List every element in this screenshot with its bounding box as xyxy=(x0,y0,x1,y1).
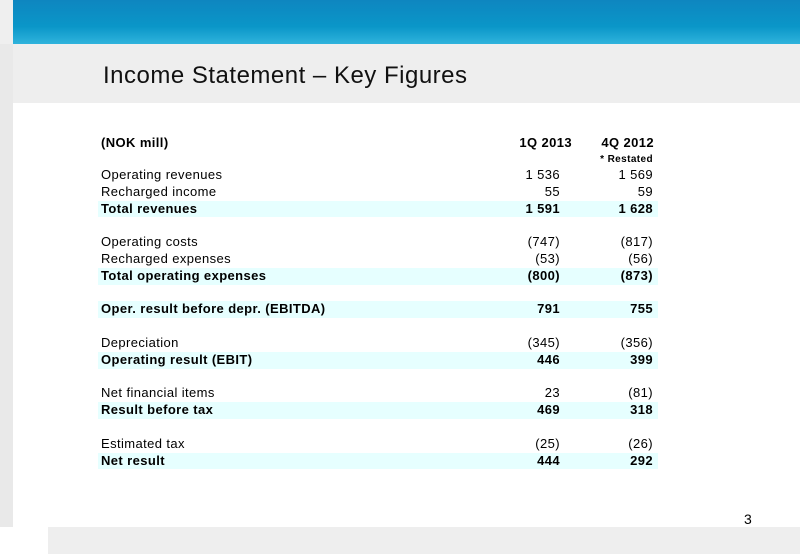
unit-label: (NOK mill) xyxy=(101,135,169,150)
row-label: Net financial items xyxy=(101,385,215,401)
row-spacer xyxy=(98,419,658,436)
row-value-1q-2013: (800) xyxy=(527,267,560,283)
left-rail-lower xyxy=(0,44,13,554)
table-row xyxy=(98,184,658,201)
table-row xyxy=(98,335,658,352)
row-spacer xyxy=(98,369,658,386)
row-value-4q-2012: (56) xyxy=(628,250,653,266)
row-value-4q-2012: 318 xyxy=(630,402,653,418)
row-value-4q-2012: 59 xyxy=(637,183,653,199)
table-row-total xyxy=(98,201,658,218)
table-row xyxy=(98,234,658,251)
row-label: Operating revenues xyxy=(101,167,223,182)
table-row xyxy=(98,167,658,184)
row-value-1q-2013: 55 xyxy=(544,183,560,199)
income-statement-table xyxy=(98,134,658,469)
restated-note: * Restated xyxy=(600,154,653,165)
footer-band xyxy=(48,527,800,554)
row-value-1q-2013: 469 xyxy=(537,402,560,418)
row-value-1q-2013: (25) xyxy=(535,435,560,451)
restated-note-row xyxy=(98,152,658,167)
row-value-1q-2013: (747) xyxy=(527,234,560,250)
row-value-4q-2012: 1 569 xyxy=(618,167,653,182)
row-label: Recharged expenses xyxy=(101,250,232,266)
table-row-total xyxy=(98,268,658,285)
row-value-4q-2012: (817) xyxy=(620,234,653,250)
col-header-1q-2013: 1Q 2013 xyxy=(519,135,572,150)
row-label: Depreciation xyxy=(101,334,179,350)
slide-title: Income Statement – Key Figures xyxy=(103,62,468,89)
row-label: Oper. result before depr. (EBITDA) xyxy=(101,301,326,317)
row-value-1q-2013: 446 xyxy=(537,351,560,367)
header-band xyxy=(13,0,800,44)
row-value-1q-2013: 1 536 xyxy=(525,167,560,182)
table-row-total xyxy=(98,301,658,318)
row-label: Estimated tax xyxy=(101,435,185,451)
row-value-4q-2012: (873) xyxy=(620,267,653,283)
row-label: Net result xyxy=(101,452,165,468)
row-spacer xyxy=(98,217,658,234)
row-value-4q-2012: (356) xyxy=(620,334,653,350)
row-label: Operating costs xyxy=(101,234,199,250)
row-value-4q-2012: (26) xyxy=(628,435,653,451)
row-label: Operating result (EBIT) xyxy=(101,351,253,367)
row-spacer xyxy=(98,285,658,302)
row-label: Total revenues xyxy=(101,200,198,216)
row-value-1q-2013: 1 591 xyxy=(525,200,560,216)
table-header-row xyxy=(98,134,658,152)
row-value-1q-2013: 791 xyxy=(537,301,560,317)
col-header-4q-2012: 4Q 2012 xyxy=(601,135,654,150)
row-value-4q-2012: (81) xyxy=(628,385,653,401)
footer-left xyxy=(0,527,48,554)
table-row xyxy=(98,436,658,453)
table-row-total xyxy=(98,402,658,419)
table-row xyxy=(98,385,658,402)
row-value-1q-2013: (345) xyxy=(527,334,560,350)
row-value-1q-2013: 444 xyxy=(537,452,560,468)
table-row xyxy=(98,251,658,268)
row-label: Total operating expenses xyxy=(101,267,267,283)
row-value-4q-2012: 292 xyxy=(630,452,653,468)
row-value-1q-2013: 23 xyxy=(544,385,560,401)
row-label: Recharged income xyxy=(101,183,217,199)
table-row-total xyxy=(98,352,658,369)
row-value-4q-2012: 755 xyxy=(630,301,653,317)
row-value-4q-2012: 1 628 xyxy=(618,200,653,216)
row-value-1q-2013: (53) xyxy=(535,250,560,266)
row-spacer xyxy=(98,318,658,335)
row-value-4q-2012: 399 xyxy=(630,351,653,367)
page-number: 3 xyxy=(744,511,752,527)
table-row-total xyxy=(98,453,658,470)
row-label: Result before tax xyxy=(101,402,214,418)
